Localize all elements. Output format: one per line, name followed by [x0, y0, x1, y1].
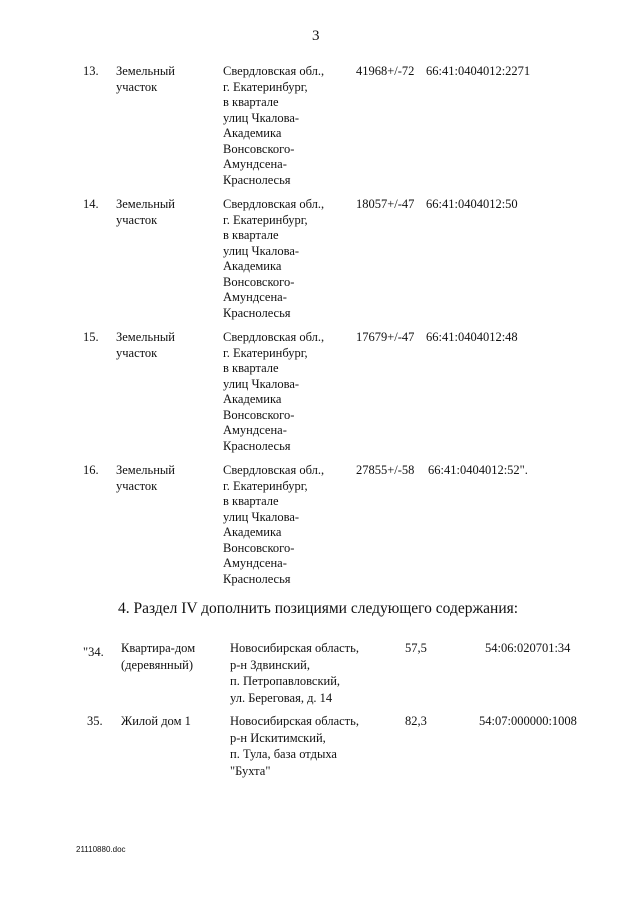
address-line: улиц Чкалова-: [223, 376, 300, 391]
address-line: Вонсовского-: [223, 407, 295, 422]
address-line: ул. Береговая, д. 14: [230, 690, 333, 705]
object-area: 17679+/-47: [356, 330, 415, 344]
name-line: Квартира-дом: [121, 641, 196, 655]
object-area: 41968+/-72: [356, 64, 415, 78]
address-line: в квартале: [223, 95, 279, 109]
object-address: [223, 463, 348, 587]
address-line: Новосибирская область,: [230, 714, 359, 728]
address-line: Вонсовского-: [223, 274, 295, 289]
object-address: [230, 640, 390, 706]
page-number: 3: [312, 28, 320, 44]
address-line: п. Петропавловский,: [230, 674, 341, 688]
row-number: 13.: [83, 64, 99, 78]
address-line: г. Екатеринбург,: [223, 478, 308, 493]
section-heading: 4. Раздел IV дополнить позициями следующего содержания:: [118, 600, 519, 617]
table-row: [83, 640, 603, 710]
cadastral-number: 66:41:0404012:50: [426, 197, 518, 211]
address-line: Краснолесья: [223, 571, 291, 586]
row-number: 15.: [83, 330, 99, 344]
cadastral-number: 54:07:000000:1008: [479, 714, 577, 728]
address-line: Академика: [223, 259, 282, 273]
object-address: [223, 64, 348, 188]
address-line: Академика: [223, 392, 282, 406]
name-line: Земельный: [116, 197, 175, 211]
table-row: [83, 463, 603, 593]
cadastral-number: 54:06:020701:34: [485, 641, 571, 655]
row-number: 35.: [87, 714, 103, 728]
name-line: участок: [116, 79, 158, 94]
object-address: [223, 197, 348, 321]
address-line: в квартале: [223, 494, 279, 508]
address-line: Свердловская обл.,: [223, 463, 325, 477]
address-line: Амундсена-: [223, 423, 287, 437]
name-line: Земельный: [116, 330, 175, 344]
address-line: Краснолесья: [223, 438, 291, 453]
cadastral-number: 66:41:0404012:2271: [426, 64, 531, 78]
table-row: [83, 197, 603, 327]
address-line: Амундсена-: [223, 157, 287, 171]
address-line: Вонсовского-: [223, 141, 295, 156]
table-row: [83, 330, 603, 460]
name-line: участок: [116, 478, 158, 493]
object-area: 18057+/-47: [356, 197, 415, 211]
document-code: 21110880.doc: [76, 845, 126, 854]
address-line: Свердловская обл.,: [223, 330, 325, 344]
address-line: улиц Чкалова-: [223, 243, 300, 258]
row-number: 14.: [83, 197, 99, 211]
address-line: Краснолесья: [223, 305, 291, 320]
object-name: [116, 64, 216, 95]
object-name: [121, 640, 221, 673]
table-row: [83, 64, 603, 194]
address-line: Академика: [223, 126, 282, 140]
object-area: 82,3: [405, 714, 427, 728]
address-line: Свердловская обл.,: [223, 64, 325, 78]
cadastral-number: 66:41:0404012:48: [426, 330, 518, 344]
address-line: Амундсена-: [223, 290, 287, 304]
address-line: р-н Здвинский,: [230, 657, 310, 672]
address-line: Новосибирская область,: [230, 641, 359, 655]
object-name: [116, 197, 216, 228]
object-area: 57,5: [405, 641, 427, 655]
object-name: [116, 330, 216, 361]
address-line: Академика: [223, 525, 282, 539]
object-address: [230, 713, 390, 779]
object-name: [116, 463, 216, 494]
cadastral-number: 66:41:0404012:52".: [428, 463, 528, 477]
address-line: в квартале: [223, 361, 279, 375]
address-line: г. Екатеринбург,: [223, 345, 308, 360]
name-line: Жилой дом 1: [121, 714, 191, 728]
address-line: улиц Чкалова-: [223, 110, 300, 125]
address-line: р-н Искитимский,: [230, 730, 326, 745]
address-line: Свердловская обл.,: [223, 197, 325, 211]
address-line: Амундсена-: [223, 556, 287, 570]
address-line: г. Екатеринбург,: [223, 79, 308, 94]
name-line: Земельный: [116, 463, 175, 477]
object-area: 27855+/-58: [356, 463, 415, 477]
name-line: участок: [116, 345, 158, 360]
object-name: [121, 713, 221, 730]
row-number: 16.: [83, 463, 99, 477]
address-line: Краснолесья: [223, 172, 291, 187]
address-line: улиц Чкалова-: [223, 509, 300, 524]
name-line: участок: [116, 212, 158, 227]
address-line: "Бухта": [230, 763, 271, 778]
address-line: п. Тула, база отдыха: [230, 747, 337, 761]
address-line: г. Екатеринбург,: [223, 212, 308, 227]
name-line: Земельный: [116, 64, 175, 78]
name-line: (деревянный): [121, 657, 193, 672]
table-row: [83, 713, 603, 783]
address-line: в квартале: [223, 228, 279, 242]
row-number: "34.: [83, 645, 104, 659]
address-line: Вонсовского-: [223, 540, 295, 555]
object-address: [223, 330, 348, 454]
